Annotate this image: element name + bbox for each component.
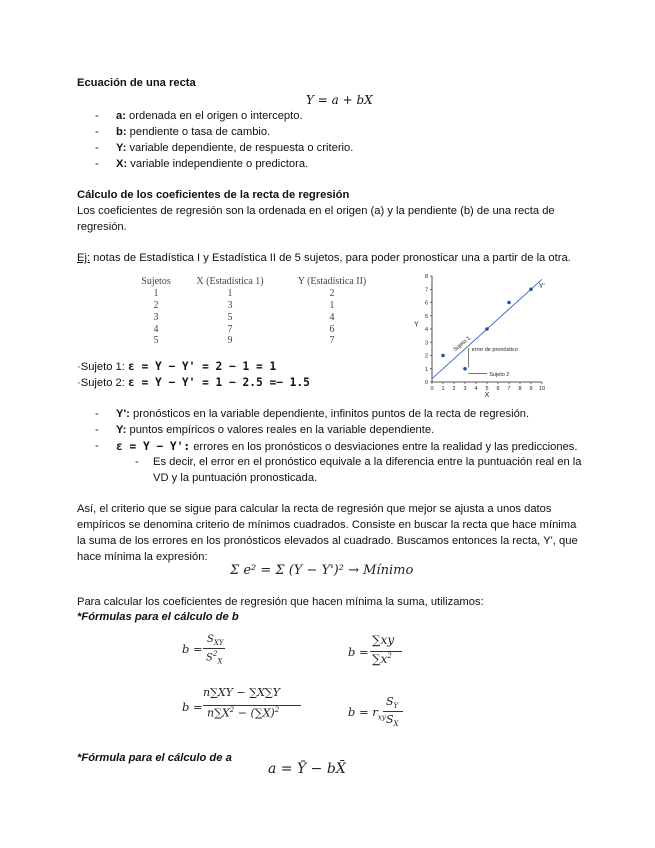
y-tick-label: 4 [424, 327, 428, 333]
x-tick-label: 9 [529, 386, 533, 392]
line-label: Y' [538, 282, 545, 290]
x-tick-label: 4 [474, 386, 478, 392]
x-tick-label: 0 [430, 386, 434, 392]
regression-scatter-chart [410, 270, 560, 400]
sub-item: Es decir, el error en el pronóstico equivale a la diferencia entre la puntuación real en la [153, 456, 582, 468]
section-title-calculo: Cálculo de los coeficientes de la recta de regresión [77, 189, 350, 201]
section-title-ecuacion: Ecuación de una recta [77, 77, 196, 89]
x-tick-label: 10 [538, 386, 546, 392]
table-row: 2 3 1 [153, 299, 335, 311]
list-item: Y': pronósticos en la variable dependiente, infinitos puntos de la recta de regresión. [116, 408, 530, 420]
paragraph: Así, el criterio que se sigue para calcular la recta de regresión que mejor se ajusta a unos datos [77, 503, 552, 515]
x-axis-label: X [484, 392, 490, 399]
list-item: X: variable independiente o predictora. [116, 158, 309, 170]
x-tick-label: 8 [518, 386, 522, 392]
y-tick-label: 5 [424, 313, 428, 320]
list-item: Y: variable dependiente, de respuesta o criterio. [116, 142, 354, 154]
y-axis-label: Y [414, 321, 419, 329]
formulas-b-title: *Fórmulas para el cálculo de b [77, 611, 239, 623]
table-row: 3 5 4 [153, 311, 335, 323]
annotation-sujeto-2: Sujeto 2 [489, 372, 510, 379]
sub-item: VD y la puntuación pronosticada. [153, 472, 318, 484]
x-tick-label: 1 [441, 386, 445, 392]
y-tick-label: 3 [424, 340, 428, 347]
formulas-a-title: *Fórmula para el cálculo de a [77, 752, 232, 764]
paragraph: Los coeficientes de regresión son la ordenada en el origen (a) y la pendiente (b) de una recta de [77, 205, 555, 217]
table-header-row: Sujetos X (Estadística 1) Y (Estadística II) [141, 276, 367, 288]
annotation-sujeto-1: Sujeto 1 [452, 335, 472, 354]
paragraph: Para calcular los coeficientes de regresión que hacen mínima la suma, utilizamos: [77, 596, 484, 608]
table-row: 5 9 7 [153, 335, 335, 347]
table-row: 4 7 6 [153, 323, 335, 335]
x-tick-label: 2 [452, 386, 456, 392]
y-tick-label: 0 [424, 380, 428, 386]
formula-a: a = Ȳ − bX̄ [268, 761, 346, 777]
list-item: b: pendiente o tasa de cambio. [116, 126, 271, 138]
x-tick-label: 7 [507, 386, 511, 392]
list-item: a: ordenada en el origen o intercepto. [116, 110, 303, 122]
bullet-mark: - [95, 110, 99, 122]
data-point [529, 287, 533, 291]
data-point [463, 367, 467, 371]
paragraph: empíricos se denomina criterio de mínimos cuadrados. Consiste en buscar la recta que hace mínima [77, 519, 577, 531]
y-tick-label: 1 [424, 366, 428, 373]
list-item: ε = Y − Y': errores en los pronósticos o desviaciones entre la realidad y las predicciones. [116, 440, 578, 453]
x-tick-label: 3 [463, 386, 467, 392]
paragraph: la suma de los errores en los pronósticos elevados al cuadrado. Buscamos entonces la recta, Y', que [77, 535, 578, 547]
x-tick-label: 6 [496, 386, 500, 392]
x-tick-label: 5 [485, 386, 489, 392]
y-tick-label: 7 [424, 287, 428, 294]
table-row: 1 1 2 [153, 288, 335, 300]
data-table [133, 276, 383, 347]
error-sujeto-2: ·Sujeto 2: ε = Y − Y' = 1 − 2.5 =− 1.5 [77, 376, 310, 389]
y-tick-label: 6 [424, 300, 428, 307]
annotation-error: error de pronóstico [471, 346, 518, 353]
error-sujeto-1: ·Sujeto 1: ε = Y − Y' = 2 − 1 = 1 [77, 360, 277, 373]
example-line: Ej: notas de Estadística I y Estadística II de 5 sujetos, para poder pronosticar una a partir de la otra. [77, 252, 571, 264]
paragraph: hace mínima la expresión: [77, 551, 208, 563]
paragraph: regresión. [77, 221, 127, 233]
y-tick-label: 8 [424, 274, 428, 280]
data-point [485, 327, 489, 331]
line-equation: Y = a + bX [306, 93, 373, 107]
min-squares-formula: Σ e² = Σ (Y − Y')² → Mínimo [230, 563, 414, 578]
list-item: Y: puntos empíricos o valores reales en la variable dependiente. [116, 424, 435, 436]
data-point [441, 354, 445, 358]
data-point [507, 301, 511, 305]
y-tick-label: 2 [424, 353, 428, 360]
